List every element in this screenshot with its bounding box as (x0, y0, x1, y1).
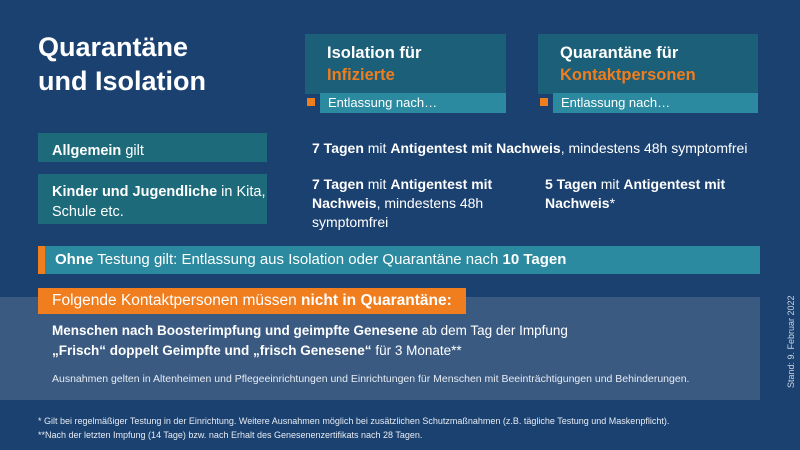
title-line-1: Quarantäne (38, 32, 189, 62)
page-title (38, 30, 278, 98)
rule-children-infected-days: 7 Tagen (312, 176, 364, 192)
column-header-contacts (538, 34, 758, 94)
rule-children-infected-t1: mit (363, 176, 391, 192)
exempt-heading-bold: nicht in Quarantäne: (301, 292, 452, 309)
no-test-bold: Ohne (55, 251, 94, 268)
footnote-1: * Gilt bei regelmäßiger Testung in der Einrichtung. Weitere Ausnahmen möglich bei zusätzlichen Schutzmaßnahmen (z.B. tägliche Testung und Maskenpflicht). (38, 416, 670, 426)
title-line-2: und Isolation (38, 66, 206, 96)
no-test-banner (38, 246, 760, 274)
exempt-note: Ausnahmen gelten in Altenheimen und Pflegeeinrichtungen und Einrichtungen für Menschen mit Beeinträchtigungen und Behinderungen. (52, 373, 690, 385)
date-stamp: Stand: 9. Februar 2022 (786, 295, 796, 388)
exempt-heading (38, 288, 466, 314)
category-general-rest: gilt (121, 143, 144, 159)
exempt-line-1 (52, 322, 568, 340)
rule-general-test: Antigentest mit Nachweis (390, 140, 561, 156)
rule-children-infected-t2: , mindestens 48h symptomfrei (312, 195, 484, 230)
rule-children-contact-t1: mit (596, 176, 624, 192)
exempt-line-2-rest: für 3 Monate** (371, 343, 462, 358)
category-children-rest: in Kita, Schule etc. (52, 184, 266, 220)
footnote-2: **Nach der letzten Impfung (14 Tage) bzw. nach Erhalt des Genesenenzertifikats nach 28 Tagen. (38, 430, 423, 440)
rule-children-contact (545, 175, 735, 213)
column-header-infected-line2: Infizierte (327, 66, 395, 84)
rule-general-days: 7 Tagen (312, 140, 364, 156)
rule-general (312, 139, 762, 158)
rule-children-contact-t2: * (609, 195, 616, 211)
rule-general-t1: mit (363, 140, 391, 156)
exempt-line-1-rest: ab dem Tag der Impfung (418, 323, 568, 338)
no-test-days: 10 Tagen (502, 251, 567, 268)
column-sub-infected: Entlassung nach… (320, 93, 506, 113)
rule-children-contact-test: Antigentest mit Nachweis (545, 176, 726, 211)
rule-children-infected-test: Antigentest mit Nachweis (312, 176, 493, 211)
category-general (38, 133, 267, 162)
orange-square-icon (540, 98, 548, 106)
rule-children-infected (312, 175, 512, 232)
category-general-bold: Allgemein (52, 143, 122, 159)
column-sub-contacts: Entlassung nach… (553, 93, 758, 113)
exempt-line-1-bold: Menschen nach Boosterimpfung und geimpfte Genesene (52, 323, 419, 338)
orange-square-icon (307, 98, 315, 106)
column-header-contacts-line2: Kontaktpersonen (560, 66, 696, 84)
category-children (38, 174, 267, 224)
column-header-contacts-line1: Quarantäne für (560, 44, 679, 62)
exempt-line-2 (52, 342, 462, 360)
category-children-bold: Kinder und Jugendliche (52, 184, 218, 200)
rule-children-contact-days: 5 Tagen (545, 176, 597, 192)
exempt-line-2-bold: „Frisch“ doppelt Geimpfte und „frisch Genesene“ (52, 343, 372, 358)
rule-general-t2: , mindestens 48h symptomfrei (560, 140, 748, 156)
no-test-text: Testung gilt: Entlassung aus Isolation oder Quarantäne nach (93, 251, 503, 268)
exempt-heading-text: Folgende Kontaktpersonen müssen (52, 292, 302, 309)
column-header-infected (305, 34, 506, 94)
column-header-infected-line1: Isolation für (327, 44, 422, 62)
